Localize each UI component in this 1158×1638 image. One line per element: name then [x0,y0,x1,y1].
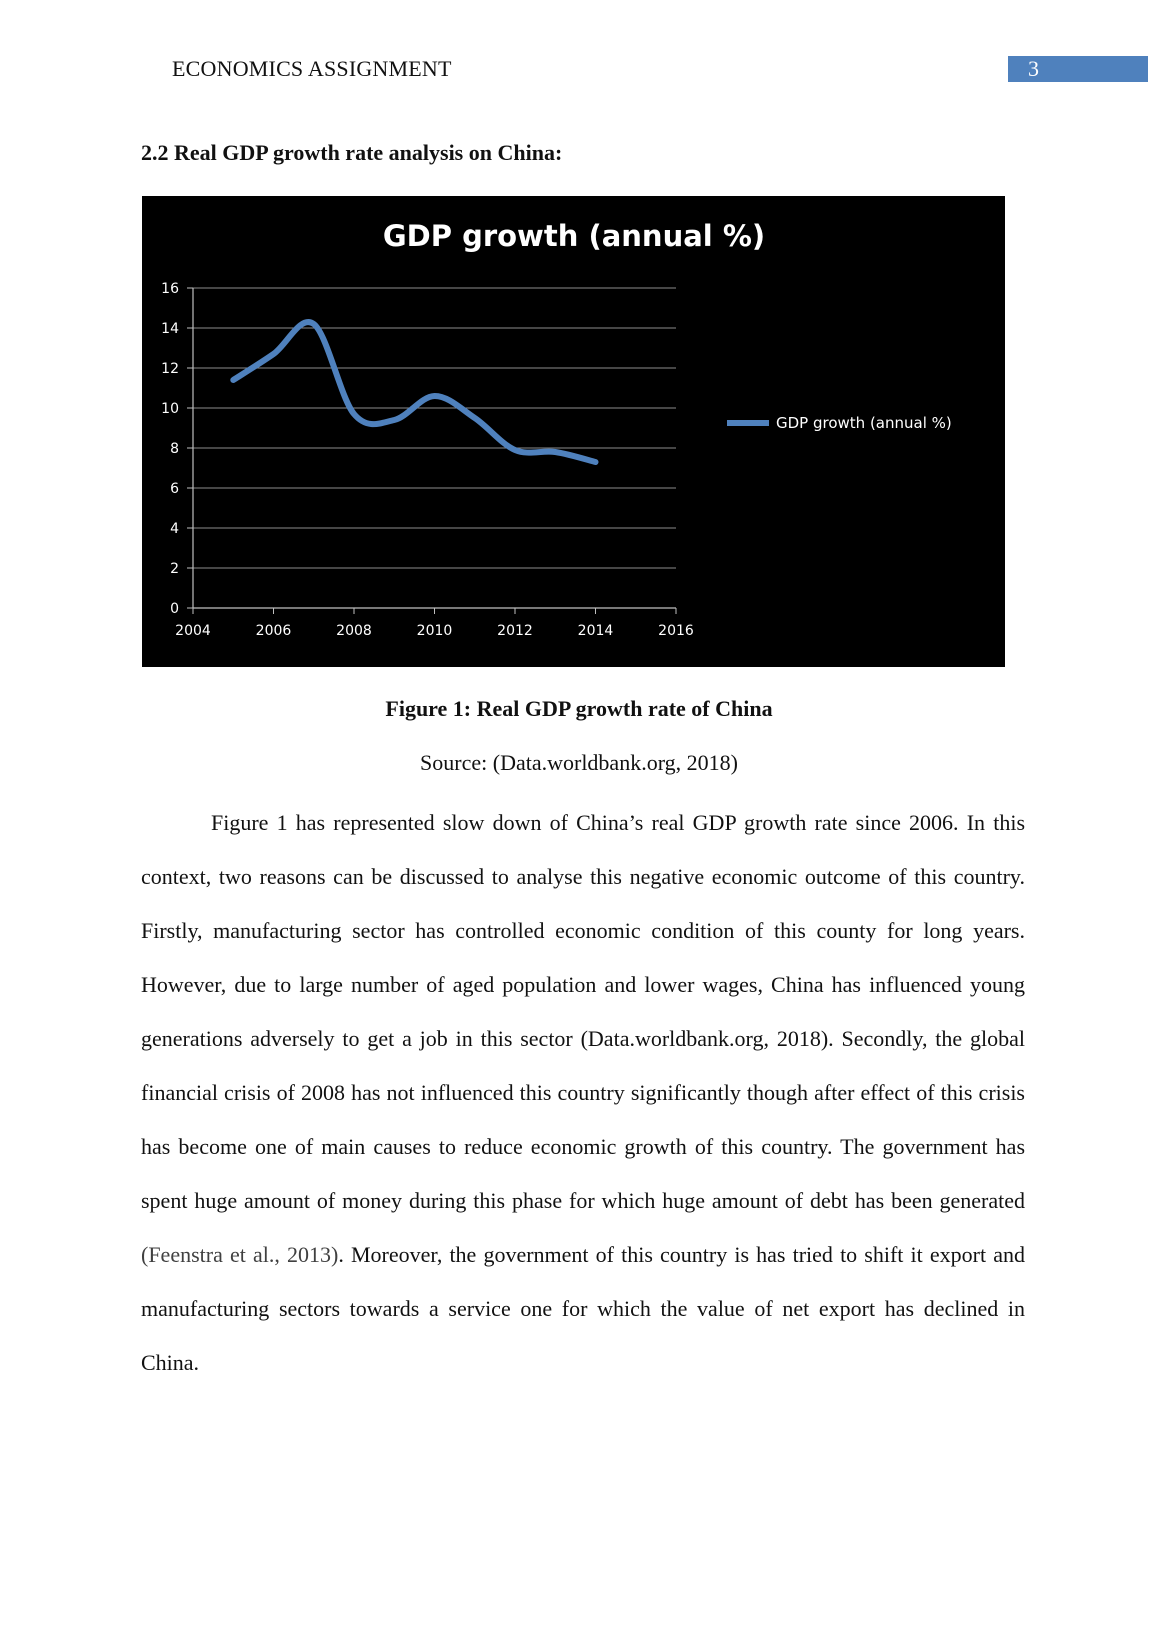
figure-caption: Figure 1: Real GDP growth rate of China [385,696,773,721]
chart-svg [142,196,1005,667]
x-tick-label: 2012 [497,623,533,639]
x-tick-label: 2014 [577,623,614,639]
y-tick-label: 6 [170,481,179,497]
page-number: 3 [1008,56,1148,82]
series-line [233,322,595,462]
gdp-growth-chart [142,196,1005,667]
y-tick-label: 8 [170,441,179,457]
legend-label: GDP growth (annual %) [776,414,952,432]
x-tick-label: 2006 [255,623,292,639]
chart-gridlines [193,288,676,568]
body-paragraph [141,796,1025,1390]
y-tick-label: 14 [161,321,179,337]
x-tick-label: 2010 [416,623,453,639]
chart-legend [727,414,952,432]
y-tick-label: 0 [170,601,179,617]
y-tick-label: 12 [161,361,179,377]
citation: (Feenstra et al., 2013) [141,1242,339,1267]
y-tick-label: 10 [161,401,179,417]
chart-tick-labels [161,281,694,639]
figure-source: Source: (Data.worldbank.org, 2018) [420,750,738,775]
chart-series [233,322,595,462]
chart-axes [187,288,676,614]
x-tick-label: 2004 [175,623,211,639]
running-header: ECONOMICS ASSIGNMENT [172,56,452,81]
body-text-part1: Figure 1 has represented slow down of China’s real GDP growth rate since 2006. In this context, two reasons can be discussed to analyse this negative economic outcome of this country. Firstly, manufacturing sector has controlled economic condition of this county for long years. However, due to large number of aged population and lower wages, China has influenced young generations adversely to get a job in this sector (Data.worldbank.org, 2018). Secondly, the global financial crisis of 2008 has not influenced this country significantly though after effect of this crisis has become one of main causes to reduce economic growth of this country. The government has spent huge amount of money during this phase for which huge amount of debt has been generated [141,810,1025,1213]
section-heading: 2.2 Real GDP growth rate analysis on China: [141,140,563,165]
body-text-part2: . Moreover, the government of this country is has tried to shift it export and manufacturing sectors towards a service one for which the value of net export has declined in China. [141,1242,1025,1375]
x-tick-label: 2008 [336,623,372,639]
x-tick-label: 2016 [658,623,694,639]
y-tick-label: 2 [170,561,179,577]
y-tick-label: 16 [161,281,179,297]
y-tick-label: 4 [170,521,179,537]
chart-title: GDP growth (annual %) [382,219,766,253]
